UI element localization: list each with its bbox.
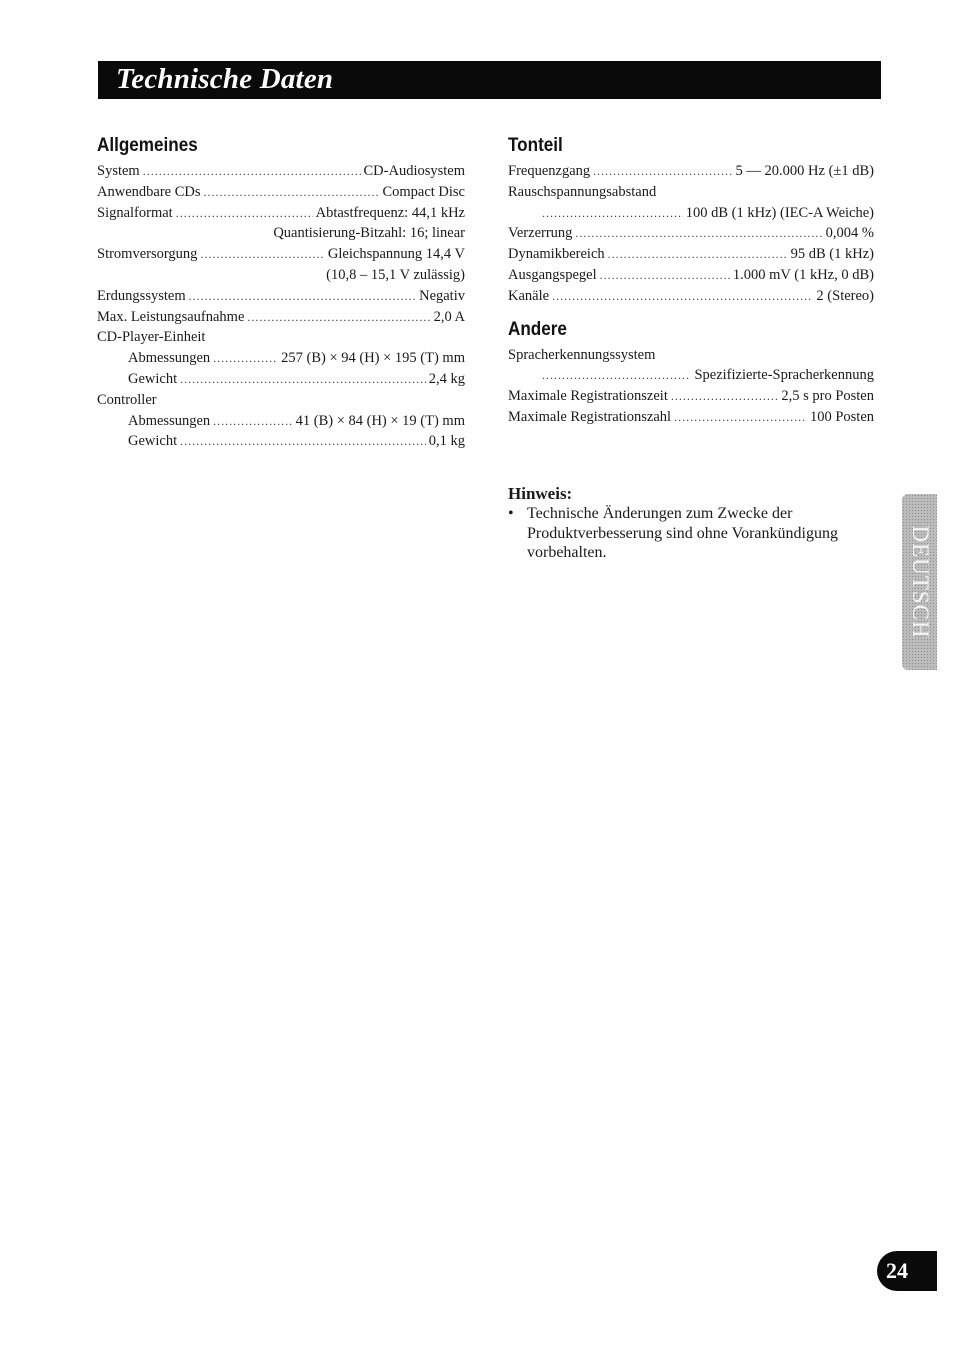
dot-leader [552,286,813,307]
spec-row [97,161,465,182]
spec-row [97,348,465,369]
spec-row [97,203,465,224]
language-label: DEUTSCH [907,525,933,639]
spec-row [508,407,874,428]
spec-group-label [508,182,874,203]
note-line: vorbehalten. [527,544,607,561]
spec-row [508,386,874,407]
spec-group-label [97,327,465,348]
spec-value: 2,5 s pro Posten [781,388,874,405]
spec-value: (10,8 – 15,1 V zulässig) [326,266,465,283]
audio-other-column [508,133,874,428]
spec-value: Negativ [419,287,465,304]
spec-value: 100 dB (1 kHz) (IEC-A Weiche) [685,204,874,221]
spec-row [508,286,874,307]
spec-label: Maximale Registrationszeit [508,388,668,405]
title-bar [98,61,881,99]
spec-continuation [97,265,465,286]
general-section [97,133,465,452]
spec-continuation [97,223,465,244]
dot-leader [600,265,730,286]
spec-value: 95 dB (1 kHz) [790,246,874,263]
spec-value: Spezifizierte-Spracherkennung [694,367,874,384]
dot-leader [542,365,691,386]
spec-row [97,286,465,307]
spec-row [97,182,465,203]
spec-value: CD-Audiosystem [363,163,465,179]
dot-leader [204,182,380,203]
dot-leader [575,223,822,244]
audio-section [508,133,874,307]
audio-heading: Tonteil [508,135,563,156]
spec-value: Quantisierung-Bitzahl: 16; linear [273,225,465,242]
spec-label: Abmessungen [128,350,211,367]
page-title: Technische Daten [116,63,334,95]
spec-row [97,411,465,432]
spec-group-text: Spracherkennungssystem [508,346,656,363]
spec-value: Gleichspannung 14,4 V [327,246,465,263]
spec-value: 100 Posten [809,408,874,425]
dot-leader [593,161,732,182]
spec-label: Frequenzgang [508,163,591,179]
spec-row [97,369,465,390]
spec-value: 257 (B) × 94 (H) × 195 (T) mm [281,350,465,367]
spec-label: Gewicht [128,433,178,450]
dot-leader [200,244,324,265]
spec-label: Ausgangspegel [508,266,597,283]
spec-label: Abmessungen [128,412,211,429]
spec-value: 1.000 mV (1 kHz, 0 dB) [732,266,874,283]
note-line: Technische Änderungen zum Zwecke der [527,505,793,522]
spec-label: Stromversorgung [97,246,198,263]
spec-row [508,223,874,244]
dot-leader [542,203,683,224]
spec-value: 2 (Stereo) [816,287,874,304]
spec-value: Abtastfrequenz: 44,1 kHz [315,204,465,221]
spec-group-text: Rauschspannungsabstand [508,183,657,200]
spec-group-text: CD-Player-Einheit [97,329,206,346]
spec-label: Max. Leistungsaufnahme [97,308,245,325]
spec-value: 41 (B) × 84 (H) × 19 (T) mm [295,412,465,429]
dot-leader [180,369,426,390]
page-number-badge [877,1251,937,1291]
dot-leader [176,203,313,224]
spec-row [97,244,465,265]
spec-row [97,431,465,452]
dot-leader [608,244,788,265]
spec-label: Dynamikbereich [508,246,605,263]
spec-label: Signalformat [97,204,173,221]
note-item [508,504,878,563]
spec-label: Erdungssystem [97,287,186,304]
section-gap [508,307,874,317]
general-spec-list [97,161,465,452]
spec-value: 5 — 20.000 Hz (±1 dB) [735,163,874,179]
spec-row [508,365,874,386]
spec-value: 2,0 A [433,308,465,325]
dot-leader [674,407,807,428]
dot-leader [213,411,292,432]
spec-label: Kanäle [508,287,550,304]
note-bullet: • [508,505,514,522]
dot-leader [247,307,430,328]
dot-leader [180,431,426,452]
dot-leader [143,161,361,182]
spec-row [508,203,874,224]
note-text [527,504,838,563]
spec-row [97,307,465,328]
note-section [508,484,878,563]
spec-value: 0,004 % [825,225,874,242]
dot-leader [189,286,416,307]
spec-group-text: Controller [97,391,157,408]
spec-label: Maximale Registrationszahl [508,408,672,425]
general-heading: Allgemeines [97,135,198,156]
spec-value: 2,4 kg [428,370,465,387]
spec-group-label [508,345,874,366]
note-line: Produktverbesserung sind ohne Vorankündigung [527,524,838,542]
other-spec-list [508,345,874,428]
spec-group-label [97,390,465,411]
other-heading: Andere [508,318,567,340]
spec-label: System [97,163,140,179]
dot-leader [671,386,778,407]
spec-row [508,161,874,182]
spec-label: Anwendbare CDs [97,183,201,200]
spec-row [508,244,874,265]
page-number: 24 [886,1258,908,1283]
dot-leader [213,348,278,369]
spec-value: 0,1 kg [428,433,465,450]
note-title: Hinweis: [508,484,573,503]
spec-value: Compact Disc [382,183,465,200]
spec-label: Gewicht [128,370,178,387]
audio-spec-list [508,161,874,307]
other-section [508,317,874,428]
spec-row [508,265,874,286]
spec-label: Verzerrung [508,225,573,242]
language-side-tab [902,494,937,670]
